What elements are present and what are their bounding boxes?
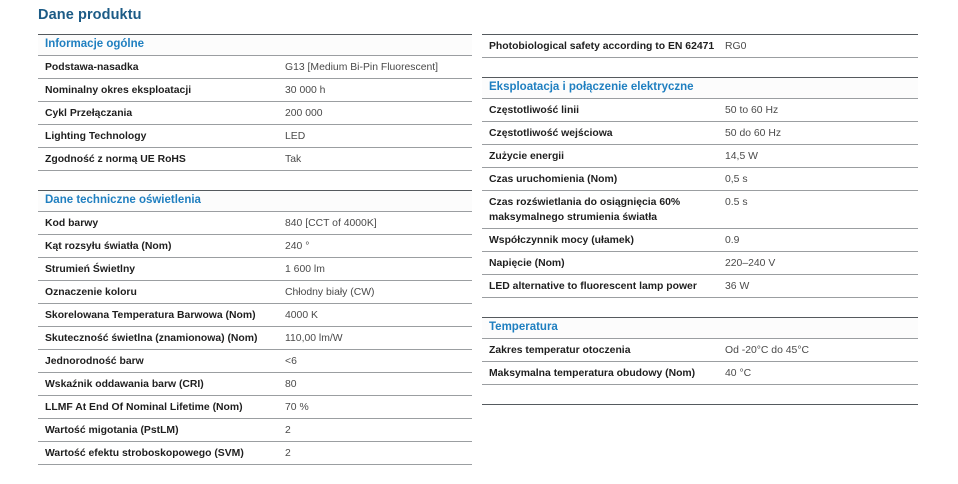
row-label: Współczynnik mocy (ułamek): [489, 235, 634, 246]
row-label: Wartość migotania (PstLM): [45, 425, 179, 436]
row-value: 70 %: [285, 402, 309, 413]
row-label: Częstotliwość wejściowa: [489, 128, 613, 139]
table-row: [38, 79, 472, 102]
row-value: 80: [285, 379, 297, 390]
table-row: [482, 362, 918, 385]
row-label: Czas uruchomienia (Nom): [489, 174, 618, 185]
page-title: Dane produktu: [38, 7, 142, 23]
row-value: LED: [285, 131, 306, 142]
row-value: 2: [285, 425, 291, 436]
section-title: Temperatura: [489, 321, 558, 334]
table-row: [482, 252, 918, 275]
table-row: [38, 350, 472, 373]
row-label: Wartość efektu stroboskopowego (SVM): [45, 448, 244, 459]
left-column: [0, 34, 472, 484]
section-title: Informacje ogólne: [45, 38, 145, 51]
section-title: Eksploatacja i połączenie elektryczne: [489, 81, 694, 94]
row-label: Podstawa-nasadka: [45, 62, 139, 73]
row-value: 0.9: [725, 235, 740, 246]
row-label: Wskaźnik oddawania barw (CRI): [45, 379, 204, 390]
row-value: 36 W: [725, 281, 750, 292]
table-row: [38, 102, 472, 125]
row-value: 40 °C: [725, 368, 752, 379]
row-label: Cykl Przełączania: [45, 108, 133, 119]
table-row: [38, 212, 472, 235]
row-label: Maksymalna temperatura obudowy (Nom): [489, 368, 696, 379]
row-value: Od -20°C do 45°C: [725, 345, 809, 356]
table-row: [38, 148, 472, 171]
table-row: [38, 258, 472, 281]
row-label: LLMF At End Of Nominal Lifetime (Nom): [45, 402, 243, 413]
spec-section-temperature: [482, 317, 918, 385]
table-row: [482, 99, 918, 122]
table-row: [38, 442, 472, 465]
row-value: 2: [285, 448, 291, 459]
spec-section-general: [38, 34, 472, 171]
row-value: 0.5 s: [725, 197, 748, 208]
row-label: Zgodność z normą UE RoHS: [45, 154, 186, 165]
row-value: 50 do 60 Hz: [725, 128, 782, 139]
section-header: [482, 77, 918, 98]
row-label: Zużycie energii: [489, 151, 565, 162]
row-value: Chłodny biały (CW): [285, 287, 375, 298]
spec-row-photobiological-safety: [482, 34, 918, 58]
row-label: Skuteczność świetlna (znamionowa) (Nom): [45, 333, 258, 344]
row-label: Nominalny okres eksploatacji: [45, 85, 192, 96]
row-label: Oznaczenie koloru: [45, 287, 137, 298]
section-header: [482, 317, 918, 338]
spec-rows: [38, 211, 472, 465]
table-row: [38, 327, 472, 350]
row-label: Kąt rozsyłu światła (Nom): [45, 241, 172, 252]
section-divider-trailing: [482, 404, 918, 406]
table-row: [482, 145, 918, 168]
spec-rows: [482, 338, 918, 385]
section-title: Dane techniczne oświetlenia: [45, 194, 201, 207]
spec-section-lighting: [38, 190, 472, 465]
table-row: [482, 35, 918, 58]
table-row: [38, 396, 472, 419]
row-label: LED alternative to fluorescent lamp power: [489, 281, 697, 292]
row-label: Lighting Technology: [45, 131, 147, 142]
table-row: [38, 304, 472, 327]
right-column: [472, 34, 958, 406]
table-row: [482, 339, 918, 362]
row-value: 220–240 V: [725, 258, 776, 269]
table-row: [38, 235, 472, 258]
row-label: Czas rozświetlania do osiągnięcia 60% maksymalnego strumienia światła: [489, 197, 681, 223]
row-value: Tak: [285, 154, 302, 165]
spec-rows: [38, 55, 472, 171]
row-label: Photobiological safety according to EN 62471: [489, 41, 715, 52]
row-value: 1 600 lm: [285, 264, 325, 275]
table-row: [482, 275, 918, 298]
row-label: Kod barwy: [45, 218, 99, 229]
row-label: Częstotliwość linii: [489, 105, 580, 116]
table-row: [482, 122, 918, 145]
row-label: Napięcie (Nom): [489, 258, 565, 269]
row-value: 0,5 s: [725, 174, 748, 185]
spec-columns: [0, 34, 958, 484]
table-row: [482, 191, 918, 229]
table-row: [482, 168, 918, 191]
row-value: 4000 K: [285, 310, 318, 321]
row-label: Jednorodność barw: [45, 356, 144, 367]
row-label: Skorelowana Temperatura Barwowa (Nom): [45, 310, 256, 321]
table-row: [38, 373, 472, 396]
table-row: [38, 125, 472, 148]
row-value: 840 [CCT of 4000K]: [285, 218, 377, 229]
spec-section-electrical: [482, 77, 918, 298]
row-label: Zakres temperatur otoczenia: [489, 345, 631, 356]
row-value: 30 000 h: [285, 85, 326, 96]
row-label: Strumień Świetlny: [45, 264, 136, 275]
section-header: [38, 190, 472, 211]
row-value: <6: [285, 356, 297, 367]
row-value: 110,00 lm/W: [285, 333, 343, 344]
table-row: [38, 56, 472, 79]
table-row: [38, 281, 472, 304]
row-value: 200 000: [285, 108, 323, 119]
row-value: RG0: [725, 41, 747, 52]
row-value: 14,5 W: [725, 151, 758, 162]
section-header: [38, 34, 472, 55]
table-row: [482, 229, 918, 252]
row-value: G13 [Medium Bi-Pin Fluorescent]: [285, 62, 439, 73]
row-value: 50 to 60 Hz: [725, 105, 779, 116]
spec-rows: [482, 98, 918, 298]
table-row: [38, 419, 472, 442]
row-value: 240 °: [285, 241, 310, 252]
